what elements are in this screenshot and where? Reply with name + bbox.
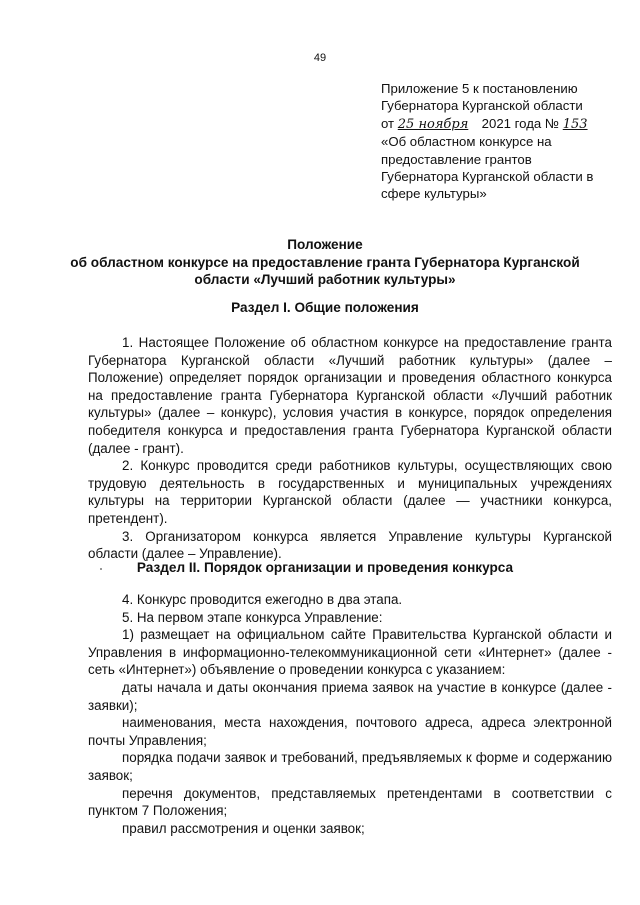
section-1-body xyxy=(88,334,612,563)
annex-year-label: 2021 года № xyxy=(481,115,560,131)
document-title xyxy=(40,236,610,289)
annex-block xyxy=(381,80,621,203)
annex-line-2: Губернатора Курганской области xyxy=(381,98,583,114)
annex-from-label: от xyxy=(381,115,395,131)
annex-line-6: Губернатора Курганской области в xyxy=(381,169,594,185)
paragraph: 5. На первом этапе конкурса Управление: xyxy=(122,609,383,625)
paragraph: наименования, места нахождения, почтового адреса, адреса электронной почты Управления; xyxy=(88,715,612,748)
page-number: 49 xyxy=(313,52,327,64)
title-line-1: Положение xyxy=(287,237,363,252)
paragraph: 2. Конкурс проводится среди работников культуры, осуществляющих свою трудовую деятельность в государственных и муниципальных учреждениях культуры на территории Курганской области (далее — участники конкурса, претендент). xyxy=(88,458,612,526)
paragraph: даты начала и даты окончания приема заявок на участие в конкурсе (далее - заявки); xyxy=(88,679,612,713)
section-2-heading: Раздел II. Порядок организации и проведения конкурса xyxy=(136,560,514,575)
section-2-body xyxy=(88,591,612,837)
paragraph: 1. Настоящее Положение об областном конкурсе на предоставление гранта Губернатора Курганской области «Лучший работник культуры» (далее – Положение) определяет порядок организации и проведения областного конкурса на предоставление гранта Губернатора Курганской области «Лучший работник культуры» (далее – конкурс), условия участия в конкурсе, порядок определения победителя конкурса и предоставления гранта Губернатора Курганской области (далее - грант). xyxy=(88,335,612,456)
paragraph: 3. Организатором конкурса является Управление культуры Курганской области (далее – Управление). xyxy=(88,528,612,562)
paragraph: порядка подачи заявок и требований, предъявляемых к форме и содержанию заявок; xyxy=(88,750,612,783)
paragraph: правил рассмотрения и оценки заявок; xyxy=(122,820,365,836)
handwritten-date: 25 ноября xyxy=(397,116,469,132)
section-1-heading: Раздел I. Общие положения xyxy=(231,300,419,315)
annex-line-3 xyxy=(381,115,621,133)
annex-line-4: «Об областном конкурсе на xyxy=(381,134,552,150)
paragraph: 4. Конкурс проводится ежегодно в два этапа. xyxy=(122,592,403,607)
handwritten-number: 153 xyxy=(562,116,588,132)
annex-line-5: предоставление грантов xyxy=(381,151,532,167)
annex-line-1: Приложение 5 к постановлению xyxy=(381,81,578,96)
title-line-2: об областном конкурсе на предоставление гранта Губернатора Курганской xyxy=(70,254,580,270)
paragraph: 1) размещает на официальном сайте Правительства Курганской области и Управления в информационно-телекоммуникационной сети «Интернет» (далее - сеть «Интернет») объявление о проведении конкурса с указанием: xyxy=(88,627,612,678)
title-line-3: области «Лучший работник культуры» xyxy=(194,272,456,287)
annex-line-7: сфере культуры» xyxy=(381,186,487,202)
paragraph: перечня документов, представляемых претендентами в соответствии с пунктом 7 Положения; xyxy=(88,785,612,819)
